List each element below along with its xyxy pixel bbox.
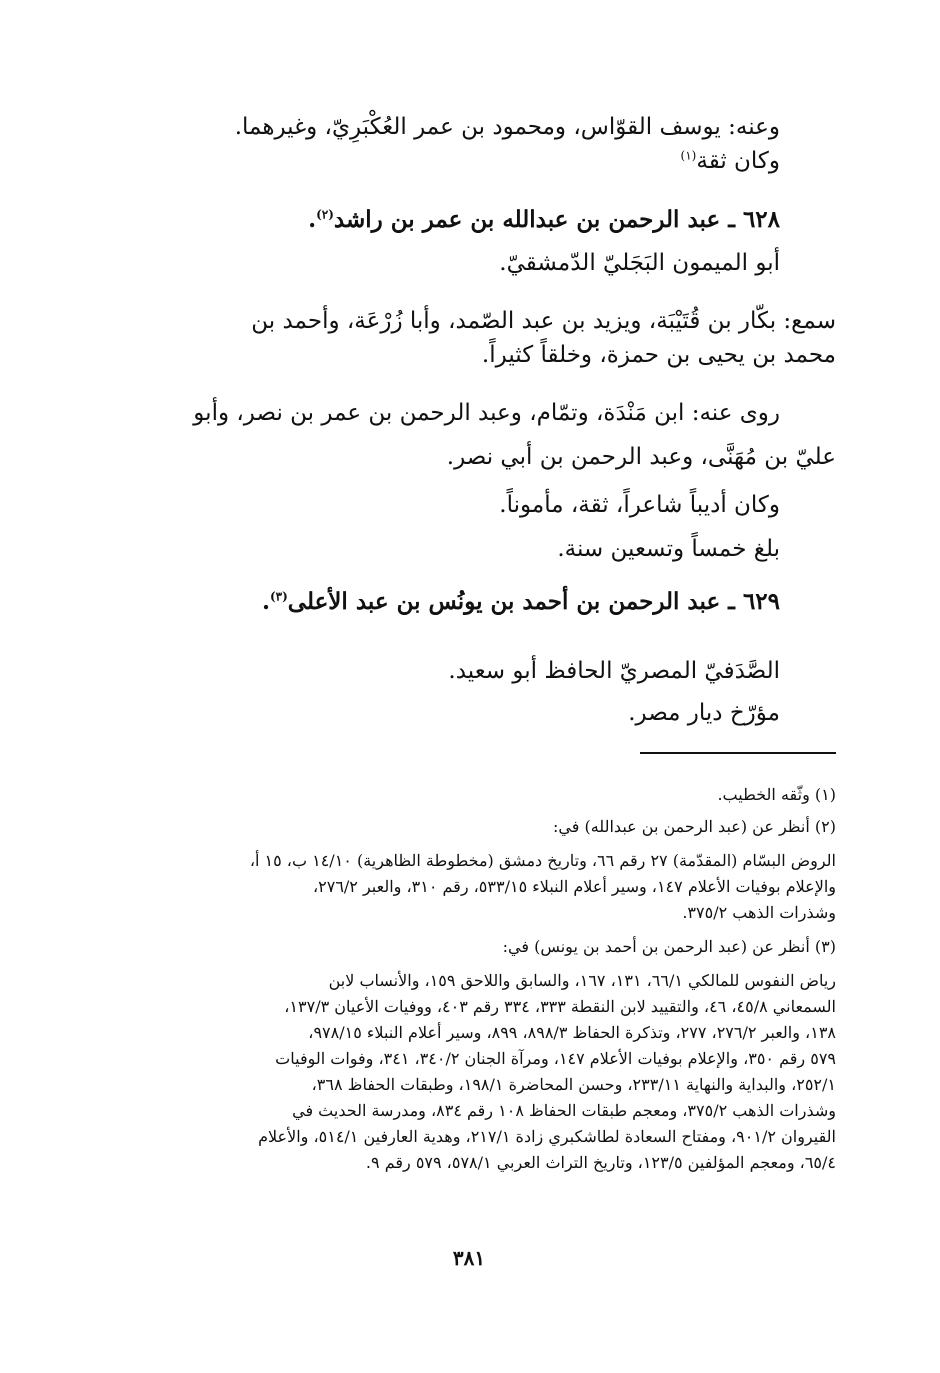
footnote-1-text: وثّقه الخطيب.: [717, 785, 810, 804]
footnote-3-line-8: ٦٥/٤، ومعجم المؤلفين ١٢٣/٥، وتاريخ التراث العربي ٥٧٨/١، ٥٧٩ رقم ٩.: [365, 1153, 836, 1172]
footnote-separator: [640, 752, 836, 754]
entry-628-title: ٦٢٨ ـ عبد الرحمن بن عبدالله بن عمر بن راشد: [333, 206, 780, 233]
entry-628-kunya: أبو الميمون البَجَليّ الدّمشقيّ.: [499, 250, 780, 276]
footnote-3-line-2: السمعاني ٤٥/٨، ٤٦، والتقييد لابن النقطة ٣٣٣، ٣٣٤ رقم ٤٠٣، ووفيات الأعيان ١٣٧/٣،: [284, 997, 836, 1016]
entry-628-narrated-line-2: عليّ بن مُهَنَّى، وعبد الرحمن بن أبي نصر.: [446, 444, 836, 470]
entry-629-description: مؤرّخ ديار مصر.: [628, 700, 780, 726]
footnote-3-line-6: وشذرات الذهب ٣٧٥/٢، ومعجم طبقات الحفاظ ١٠٨ رقم ٨٣٤، ومدرسة الحديث في: [292, 1101, 836, 1120]
footnote-1-number: (١): [814, 785, 836, 804]
entry-629-nisba: الصَّدَفيّ المصريّ الحافظ أبو سعيد.: [448, 658, 780, 684]
footnote-ref-3[interactable]: (٣): [269, 589, 288, 604]
entry-629-title: ٦٢٩ ـ عبد الرحمن بن أحمد بن يونُس بن عبد الأعلى: [287, 588, 780, 615]
footnote-3-line-4: ٥٧٩ رقم ٣٥٠، والإعلام بوفيات الأعلام ١٤٧، ومرآة الجنان ٣٤٠/٢، ٣٤١، وفوات الوفيات: [275, 1049, 836, 1068]
entry-629-heading: [262, 588, 780, 615]
footnote-3-line-3: ١٣٨، والعبر ٢٧٦/٢، ٢٧٧، وتذكرة الحفاظ ٨٩٨/٣، ٨٩٩، وسير أعلام النبلاء ٩٧٨/١٥،: [308, 1023, 836, 1042]
entry-628-heard-line-2: محمد بن يحيى بن حمزة، وخلقاً كثيراً.: [481, 342, 836, 368]
entry-628-heard-line-1: سمع: بكّار بن قُتَيْبَة، ويزيد بن عبد الصّمد، وأبا زُرْعَة، وأحمد بن: [251, 308, 836, 334]
footnote-2-number: (٢): [814, 817, 836, 836]
prev-entry-trust-text: وكان ثقة: [696, 148, 780, 174]
footnote-2-line-2: والإعلام بوفيات الأعلام ١٤٧، وسير أعلام النبلاء ٥٣٣/١٥، رقم ٣١٠، والعبر ٢٧٦/٢،: [312, 877, 836, 896]
footnote-3-line-7: القيروان ٩٠١/٢، ومفتاح السعادة لطاشكبري زادة ٢١٧/١، وهدية العارفين ٥١٤/١، والأعلام: [258, 1127, 836, 1146]
footnote-3-number: (٣): [814, 937, 836, 956]
footnote-2-line-3: وشذرات الذهب ٣٧٥/٢.: [682, 903, 836, 922]
footnote-3-intro-text: أنظر عن (عبد الرحمن بن أحمد بن يونس) في:: [502, 937, 810, 956]
footnote-3-line-5: ٢٥٢/١، والبداية والنهاية ٢٣٣/١١، وحسن المحاضرة ١٩٨/١، وطبقات الحفاظ ٣٦٨،: [311, 1075, 836, 1094]
footnote-3-intro: [503, 936, 836, 958]
entry-628-heading: [308, 206, 780, 233]
footnote-2-intro-text: أنظر عن (عبد الرحمن بن عبدالله) في:: [553, 817, 810, 836]
prev-entry-narrators-line: وعنه: يوسف القوّاس، ومحمود بن عمر العُكْبَرِيّ، وغيرهما.: [234, 114, 780, 140]
footnote-ref-2[interactable]: (٢): [316, 207, 334, 222]
entry-628-description-1: وكان أديباً شاعراً، ثقة، مأموناً.: [499, 492, 780, 518]
prev-entry-trust-line: [681, 146, 780, 176]
entry-628-description-2: بلغ خمساً وتسعين سنة.: [557, 536, 780, 562]
footnote-2-intro: [553, 816, 836, 838]
footnote-1: [717, 784, 836, 806]
entry-628-heading-period: .: [308, 206, 317, 233]
entry-629-heading-period: .: [261, 588, 270, 615]
page-number: ٣٨١: [452, 1246, 486, 1270]
footnote-2-line-1: الروض البسّام (المقدّمة) ٢٧ رقم ٦٦، وتاريخ دمشق (مخطوطة الظاهرية) ١٤/١٠ ب، ١٥ أ،: [249, 851, 836, 870]
footnote-ref-1[interactable]: (١): [680, 148, 697, 163]
footnote-3-line-1: رياض النفوس للمالكي ٦٦/١، ١٣١، ١٦٧، والسابق واللاحق ١٥٩، والأنساب لابن: [328, 971, 836, 990]
entry-628-narrated-line-1: روى عنه: ابن مَنْدَة، وتمّام، وعبد الرحمن بن عمر بن نصر، وأبو: [193, 400, 780, 426]
